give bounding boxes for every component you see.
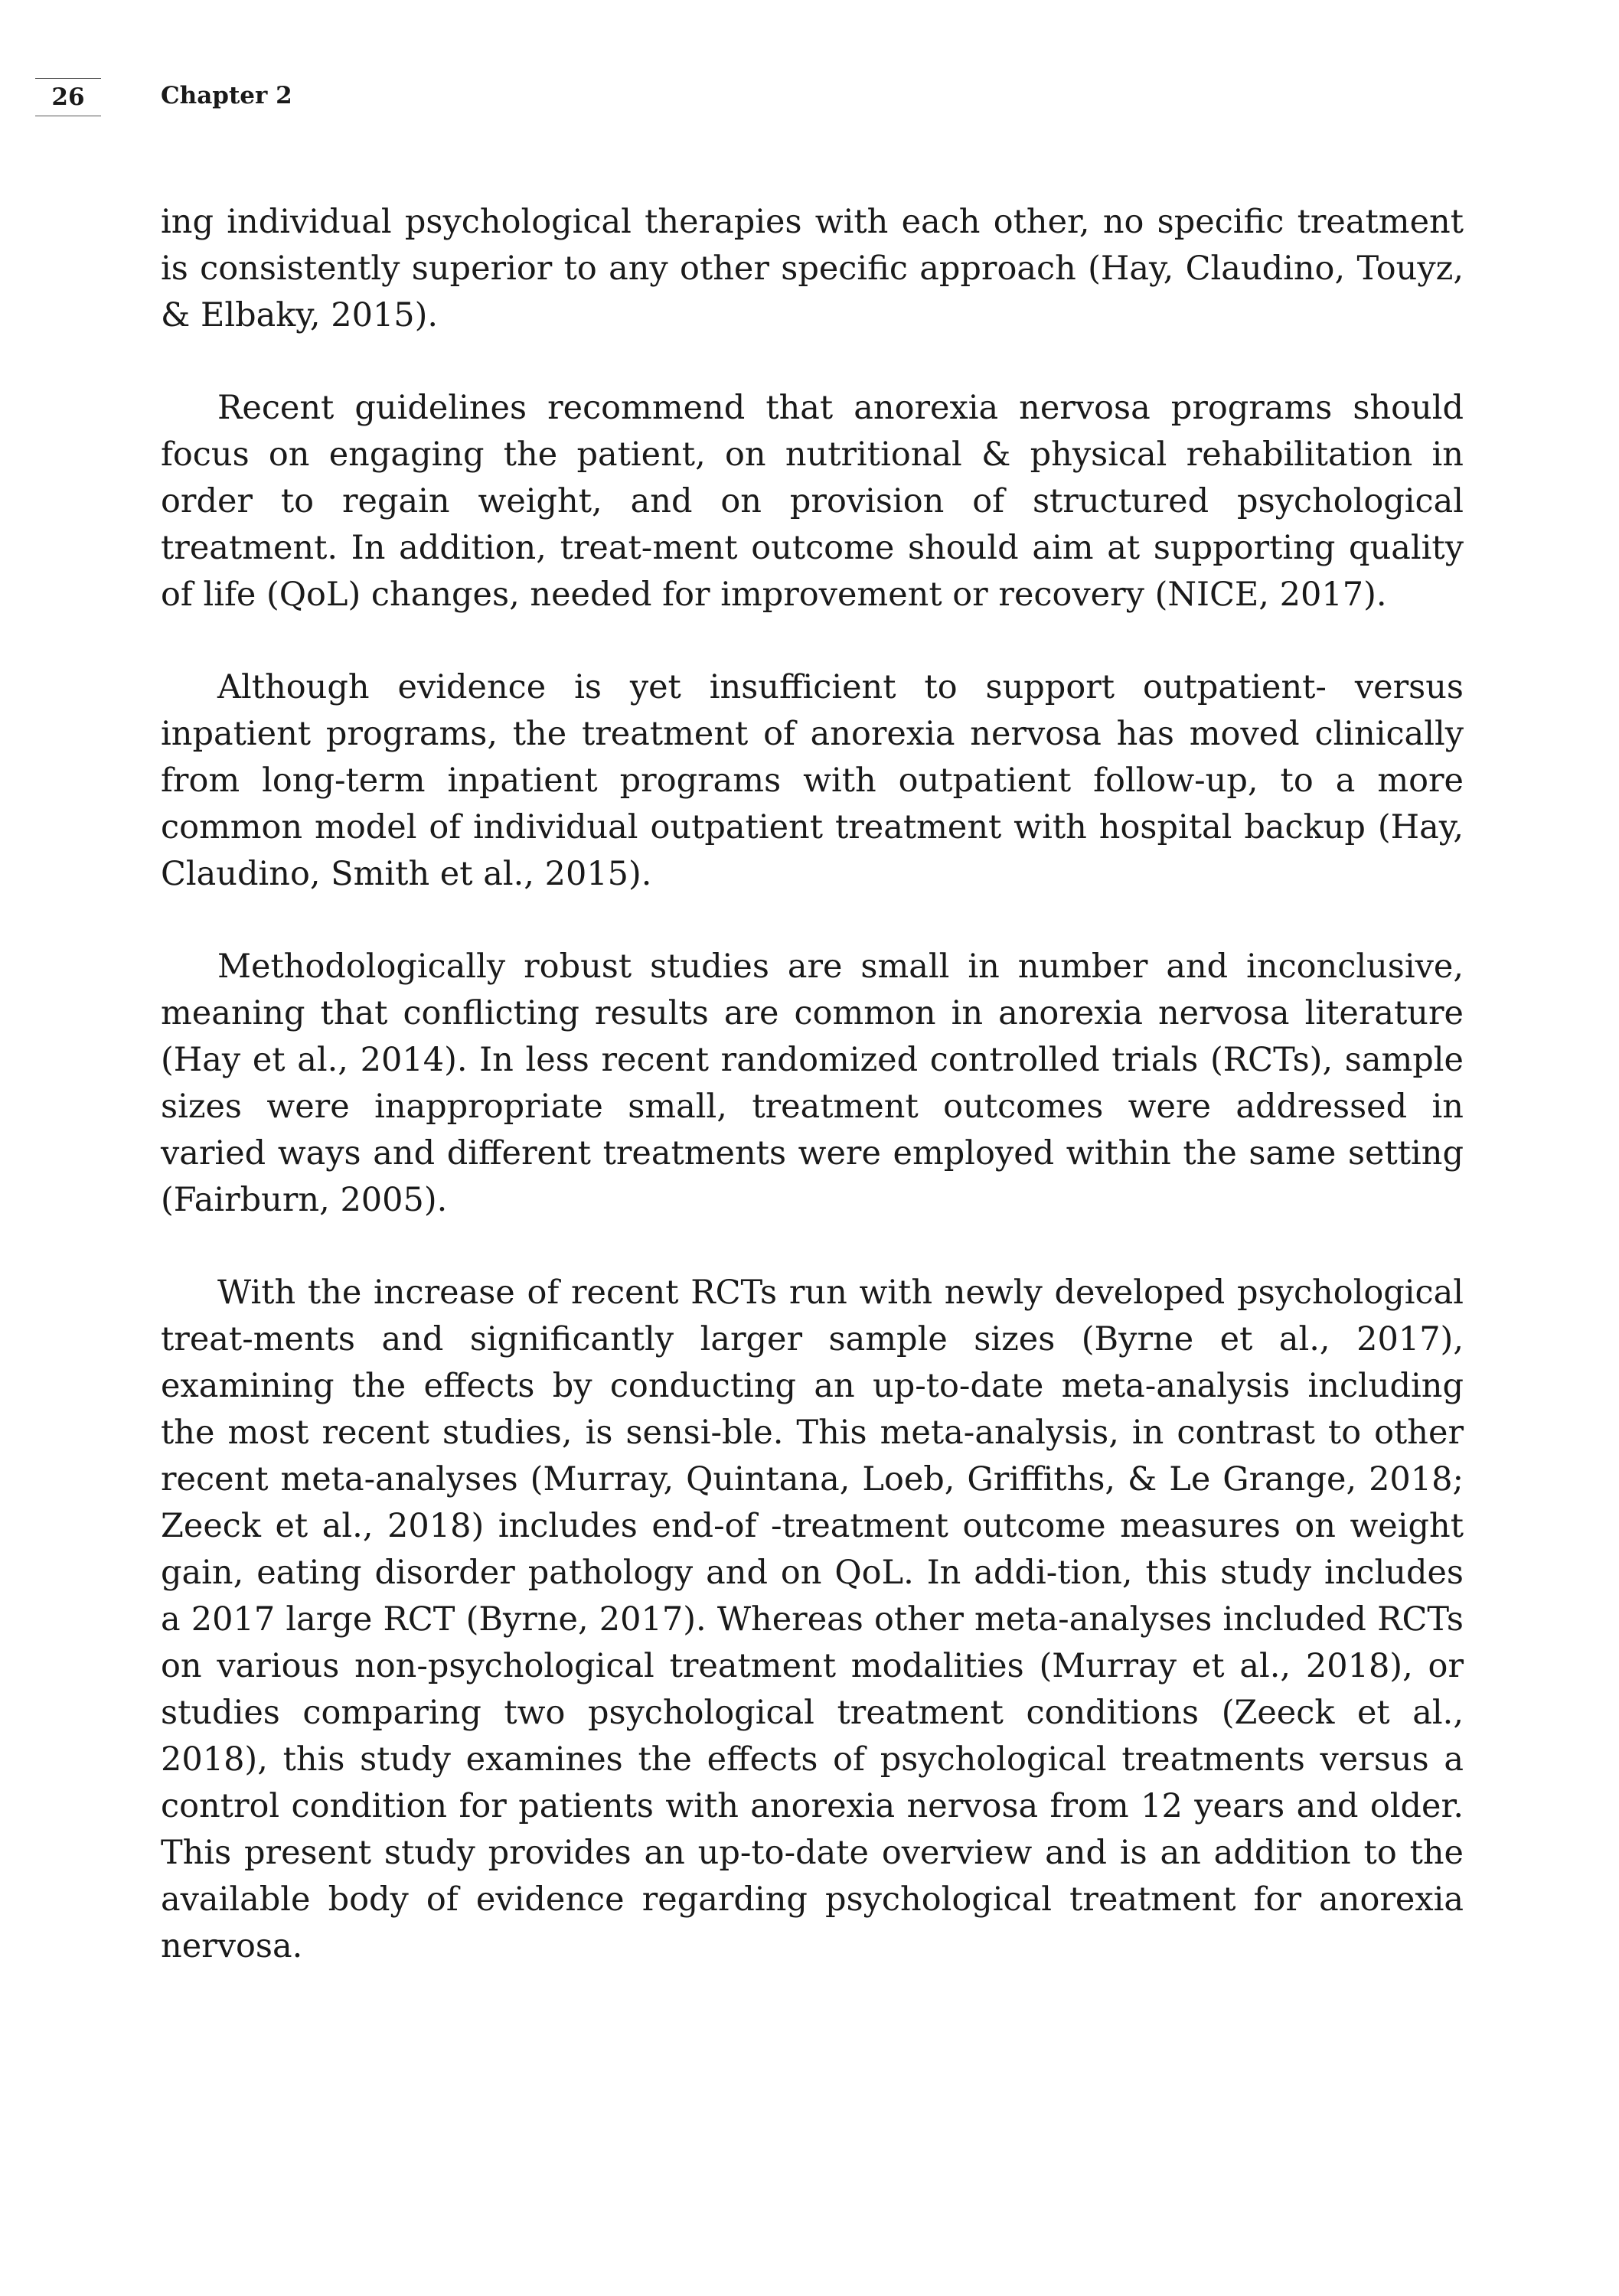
- page-number: 26: [51, 83, 85, 111]
- body-text: [161, 199, 1464, 2016]
- paragraph-1: ing individual psychological therapies with each other, no specific treatment is consistently superior to any other specific approach (Hay, Claudino, Touyz, & Elbaky, 2015).: [161, 203, 1464, 334]
- running-head: Chapter 2: [161, 82, 292, 109]
- paragraph-5: With the increase of recent RCTs run with newly developed psychological treat-ments and significantly larger sample sizes (Byrne et al., 2017), examining the effects by conducting an up-to-date meta-analysis including the most recent studies, is sensi-ble. This meta-analysis, in contrast to other recent meta-analyses (Murray, Quintana, Loeb, Griffiths, & Le Grange, 2018; Zeeck et al., 2018) includes end-of -treatment outcome measures on weight gain, eating disorder pathology and on QoL. In addi-tion, this study includes a 2017 large RCT (Byrne, 2017). Whereas other meta-analyses included RCTs on various non-psychological treatment modalities (Murray et al., 2018), or studies comparing two psychological treatment conditions (Zeeck et al., 2018), this study examines the effects of psychological treatments versus a control condition for patients with anorexia nervosa from 12 years and older. This present study provides an up-to-date overview and is an addition to the available body of evidence regarding psychological treatment for anorexia nervosa.: [161, 1274, 1464, 1965]
- paragraph-3: Although evidence is yet insufficient to support outpatient- versus inpatient programs, the treatment of anorexia nervosa has moved clinically from long-term inpatient programs with outpatient follow-up, to a more common model of individual outpatient treatment with hospital backup (Hay, Claudino, Smith et al., 2015).: [161, 668, 1464, 893]
- page-number-box: [35, 78, 101, 116]
- paragraph-4: Methodologically robust studies are small in number and inconclusive, meaning that conflicting results are common in anorexia nervosa literature (Hay et al., 2014). In less recent randomized controlled trials (RCTs), sample sizes were inappropriate small, treatment outcomes were addressed in varied ways and different treatments were employed within the same setting (Fairburn, 2005).: [161, 947, 1464, 1219]
- paragraph-2: Recent guidelines recommend that anorexia nervosa programs should focus on engaging the patient, on nutritional & physical rehabilitation in order to regain weight, and on provision of structured psychological treatment. In addition, treat-ment outcome should aim at supporting quality of life (QoL) changes, needed for improvement or recovery (NICE, 2017).: [161, 389, 1464, 614]
